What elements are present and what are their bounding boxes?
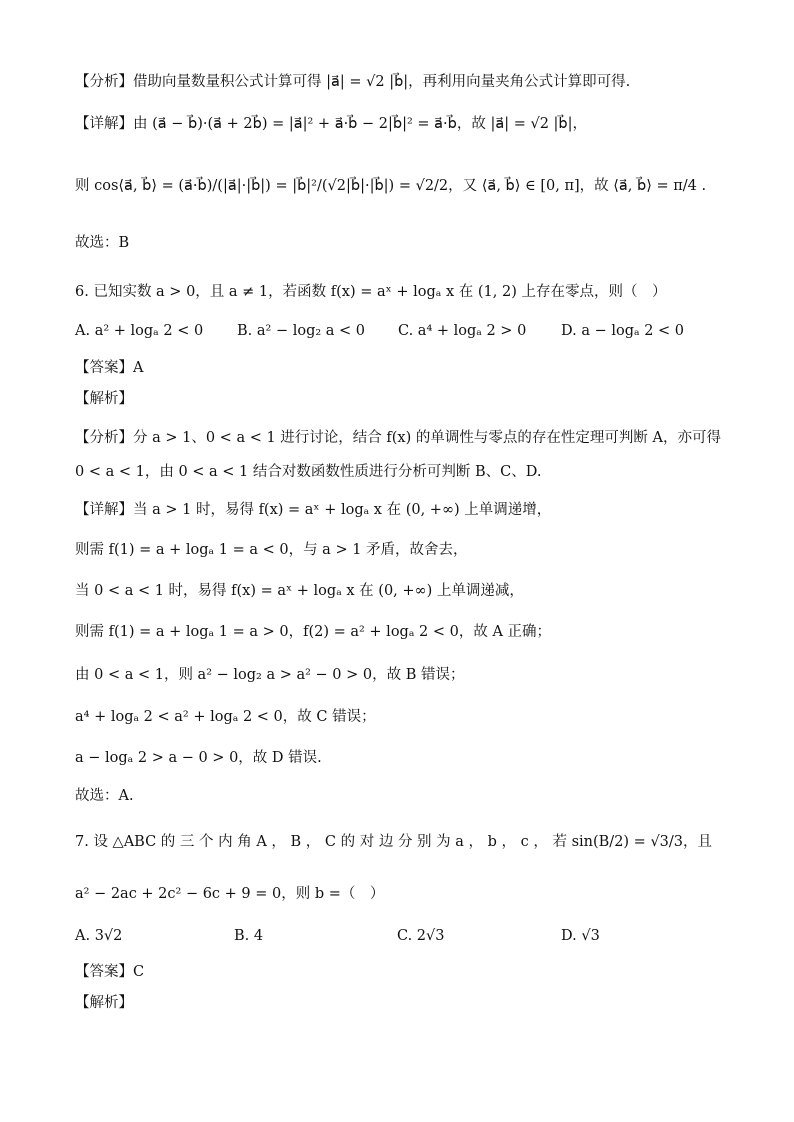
q6-option-a: A. a² + logₐ 2 < 0 (75, 323, 204, 339)
q7-option-b: B. 4 (234, 928, 264, 944)
q7-option-a: A. 3√2 (75, 928, 123, 944)
q6-detail-line-2: 则需 f(1) = a + logₐ 1 = a < 0，与 a > 1 矛盾，故舍去， (75, 542, 468, 558)
q7-stem-line-2: a² − 2ac + 2c² − 6c + 9 = 0，则 b =（ ） (75, 886, 385, 902)
q5-detail-line-2: 则 cos⟨a⃗, b⃗⟩ = (a⃗·b⃗)/(|a⃗|·|b⃗|) = |b⃗|²/(√2|b⃗|·|b⃗|) = √2/2，又 ⟨a⃗, b⃗⟩ ∈ [0, π]，故 ⟨a⃗, b⃗⟩ = π/4 . (75, 178, 707, 194)
q6-detail-line-7: a − logₐ 2 > a − 0 > 0，故 D 错误. (75, 750, 322, 766)
q6-option-c: C. a⁴ + logₐ 2 > 0 (398, 323, 527, 339)
q6-detail-line-6: a⁴ + logₐ 2 < a² + logₐ 2 < 0，故 C 错误； (75, 709, 376, 725)
q6-detail-line-4: 则需 f(1) = a + logₐ 1 = a > 0，f(2) = a² + logₐ 2 < 0，故 A 正确； (75, 624, 552, 640)
q6-detail-line-3: 当 0 < a < 1 时，易得 f(x) = aˣ + logₐ x 在 (0, +∞) 上单调递减， (75, 583, 524, 599)
q6-analysis-line-2: 0 < a < 1，由 0 < a < 1 结合对数函数性质进行分析可判断 B、C、D. (75, 464, 542, 480)
q6-option-b: B. a² − log₂ a < 0 (237, 323, 366, 339)
q6-jiexi-heading: 【解析】 (75, 391, 133, 407)
q7-answer: 【答案】C (75, 964, 145, 980)
q5-detail-line-1: 【详解】由 (a⃗ − b⃗)·(a⃗ + 2b⃗) = |a⃗|² + a⃗·b⃗ − 2|b⃗|² = a⃗·b⃗，故 |a⃗| = √2 |b⃗|， (75, 116, 588, 132)
q7-jiexi-heading: 【解析】 (75, 995, 133, 1011)
q6-detail-line-1: 【详解】当 a > 1 时，易得 f(x) = aˣ + logₐ x 在 (0, +∞) 上单调递增， (75, 502, 552, 518)
q5-choice: 故选：B (75, 235, 130, 251)
q6-answer: 【答案】A (75, 360, 144, 376)
q6-choice: 故选：A. (75, 788, 134, 804)
q6-stem: 6. 已知实数 a > 0，且 a ≠ 1，若函数 f(x) = aˣ + logₐ x 在 (1, 2) 上存在零点，则（ ） (75, 284, 667, 300)
q6-analysis-line-1: 【分析】分 a > 1、0 < a < 1 进行讨论，结合 f(x) 的单调性与零点的存在性定理可判断 A，亦可得 (75, 430, 721, 446)
q7-option-d: D. √3 (561, 928, 600, 944)
q7-stem-line-1: 7. 设 △ABC 的 三 个 内 角 A ， B ， C 的 对 边 分 别 为 a ， b ， c ， 若 sin(B/2) = √3/3，且 (75, 834, 713, 850)
q6-detail-line-5: 由 0 < a < 1，则 a² − log₂ a > a² − 0 > 0，故 B 错误； (75, 667, 465, 683)
q5-analysis: 【分析】借助向量数量积公式计算可得 |a⃗| = √2 |b⃗|，再利用向量夹角公式计算即可得. (75, 74, 631, 90)
q6-option-d: D. a − logₐ 2 < 0 (561, 323, 685, 339)
q7-option-c: C. 2√3 (397, 928, 445, 944)
